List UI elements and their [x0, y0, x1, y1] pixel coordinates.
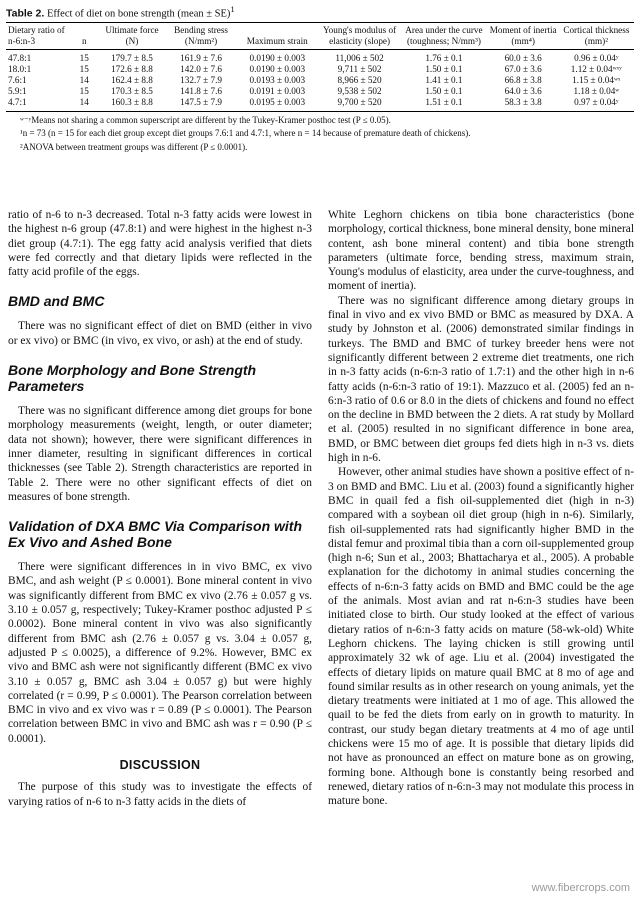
- paragraph-positive-effect: However, other animal studies have shown a positive effect of n-3 on BMD and BMC. Liu et al. (2003) found a significantly higher BMC in quail fed a fish oil-supplemented diet (high in n-3) compared with a soybean oil diet group (high in n-6). Similarly, fish oil-supplemented rats had significantly higher BMD in the distal femur and proximal tibia than a corn oil-supplemented group (high n-6; Sun et al., 2003; Bhattacharya et al., 2005). A probable explanation for the dichotomy in animal studies concerning the effects of n-6:n-3 fatty acids on BMD and BMC could be the age of the animals. Most avian and rat n-6:n-3 studies have been initiated close to birth. Our study looked at the effect of various dietary ratios of n-6:n-3 fatty acids on mature (58-wk-old) White Leghorn chickens. The laying chicken is still growing until approximately 32 wk of age. Liu et al. (2004) investigated the effects of dietary lipids on mature quail BMC at 8 mo of age and found similar results as in other research on young animals, yet the dietary treatments were initiated at 1 mo of age. This allowed the quail to be fed the diets from early on in growth to maturity. In contrast, our study began dietary treatments at 4 mo of age until chickens were 15 mo of age. It is possible that dietary lipids did not have as pronounced an effect on mature bone as on growing, forming bone. Although bone is constantly being resorbed and renewed, dietary ratios of n-6:n-3 may not modulate this process in mature bone.: [328, 466, 634, 808]
- table-row: [6, 49, 634, 64]
- table-cell: 9,538 ± 502: [337, 85, 382, 96]
- table-cell: 7.6:1: [8, 74, 27, 85]
- table-row: [6, 64, 634, 75]
- table-title-footnote-mark: 1: [230, 4, 235, 14]
- table-2: [6, 4, 634, 155]
- heading-bmd-bmc: BMD and BMC: [8, 293, 105, 310]
- table-cell: 47.8:1: [8, 52, 32, 63]
- paragraph-dxa-validation: There were significant differences in in vivo BMC, ex vivo BMC, and ash weight (P ≤ 0.0001). Bone mineral content in vivo was significantly different from BMC ex vivo (2.76 ± 0.057 g vs. 3.10 ± 0.057 g, respectively; Tukey-Kramer posthoc adjusted P ≤ 0.0002). Bone mineral content in vivo was also significantly different from BMC ash (2.76 ± 0.057 g vs. 3.04 ± 0.057 g, adjusted P ≤ 0.0025), a difference of 9.2%. However, BMC ex vivo and BMC ash were not significantly different (BMC ex vivo 3.10 ± 0.057 g, BMC ash 3.04 ± 0.057 g) but were highly correlated (r = 0.99, P ≤ 0.0001). The Pearson correlation between BMC in vivo and ex vivo was r = 0.89 (P ≤ 0.0001). The Pearson correlation between BMC in vivo and BMC ash was r = 0.90 (P ≤ 0.0001).: [8, 561, 312, 745]
- table-cell: 66.8 ± 3.8: [504, 74, 542, 85]
- table-row: [6, 97, 634, 112]
- table-cell: 147.5 ± 7.9: [167, 97, 236, 112]
- table-cell: 4.7:1: [6, 97, 71, 112]
- table-footnote: ¹n = 73 (n = 15 for each diet group except diet groups 7.6:1 and 4.7:1, where n = 14 because of premature death of chickens).: [20, 128, 471, 138]
- watermark: www.fibercrops.com: [531, 882, 630, 894]
- table-cell: 60.0 ± 3.6: [504, 52, 542, 63]
- table-cell: 161.9 ± 7.6: [180, 52, 222, 63]
- table-cell: 142.0 ± 7.6: [180, 63, 222, 74]
- table-title-text: Effect of diet on bone strength (mean ± SE): [46, 8, 231, 20]
- table-cell: 0.0190 ± 0.003: [249, 52, 306, 63]
- table-cell: 18.0:1: [8, 63, 32, 74]
- table-cell: 15: [79, 52, 89, 63]
- left-column: [8, 208, 312, 809]
- table-cell: 67.0 ± 3.6: [504, 63, 542, 74]
- paragraph-discussion-start: The purpose of this study was to investigate the effects of varying ratios of n-6 to n-3 fatty acids in the diets of: [8, 781, 312, 808]
- table-cell: 0.97 ± 0.04ʸ: [559, 97, 634, 112]
- table-cell: 132.7 ± 7.9: [180, 74, 222, 85]
- table-cell: 1.50 ± 0.1: [425, 63, 463, 74]
- heading-bone-morphology: Bone Morphology and Bone Strength Parameters: [8, 362, 257, 395]
- col-header: Moment of inertia (mm⁴): [488, 23, 559, 50]
- table-row: [6, 86, 634, 97]
- col-header: Bending stress (N/mm²): [167, 23, 236, 50]
- col-header: Maximum strain: [236, 23, 319, 50]
- table-cell: 14: [79, 74, 89, 85]
- table-cell: 14: [71, 97, 97, 112]
- table-cell: 15: [79, 63, 89, 74]
- heading-dxa-validation: Validation of DXA BMC Via Comparison with Ex Vivo and Ashed Bone: [8, 518, 303, 551]
- table-cell: 9,700 ± 520: [319, 97, 400, 112]
- table-footnote: ²ANOVA between treatment groups was different (P ≤ 0.0001).: [20, 141, 248, 152]
- table-cell: 170.3 ± 8.5: [111, 85, 153, 96]
- table-cell: 1.51 ± 0.1: [400, 97, 487, 112]
- col-header: Area under the curve (toughness; N/mm³): [400, 23, 487, 50]
- col-header: Ultimate force (N): [97, 23, 166, 50]
- paragraph-bmd-bmc: There was no significant effect of diet on BMD (either in vivo or ex vivo) or BMC (in vivo, ex vivo, or ash) at the end of study.: [8, 320, 312, 347]
- table-cell: 0.0190 ± 0.003: [249, 63, 306, 74]
- paragraph-no-difference: There was no significant difference among dietary groups in final in vivo and ex vivo BMD or BMC as measured by DXA. A study by Johnston et al. (2006) demonstrated similar findings in turkeys. The BMD and BMC of turkey breeder hens were not significantly different between 2 extreme diet treatments, one rich in n-3 fatty acids (n-6:n-3 ratio of 1.7:1) and the other high in n-6 fatty acids (n-6:n-3 ratio of 19:1). Mazzuco et al. (2005) fed an n-6:n-3 ratio of 0.6 or 8.0 in the diets of chickens and found no effect on the decline in BMD between the 2 diets. A rat study by Mollard et al. (2005) resulted in no significant difference in bone area, BMD, or BMC between diet groups fed diets high in n-3 vs. diets high in n-6.: [328, 294, 634, 465]
- col-header: n: [71, 23, 97, 50]
- table-cell: 8,966 ± 520: [337, 74, 382, 85]
- table-cell: 1.50 ± 0.1: [425, 85, 463, 96]
- table-cell: 1.76 ± 0.1: [425, 52, 463, 63]
- table-row: [6, 75, 634, 86]
- table-cell: 0.0195 ± 0.003: [236, 97, 319, 112]
- table-footnotes: [6, 115, 634, 154]
- table-cell: 9,711 ± 502: [337, 63, 382, 74]
- table-cell: 160.3 ± 8.8: [97, 97, 166, 112]
- table-label: Table 2.: [6, 7, 45, 20]
- paragraph-discussion-cont: White Leghorn chickens on tibia bone characteristics (bone morphology, cortical thickness, bone mineral density, bone mineral content, ash bone mineral content) and tibia bone strength parameters (ultimate force, bending stress, maximum strain, Young's modulus of elasticity, area under the curve-toughness, and moment of inertia).: [328, 209, 634, 293]
- paragraph-results-intro: ratio of n-6 to n-3 decreased. Total n-3 fatty acids were lowest in the highest n-6 group (47.8:1) and were highest in the highest n-3 diet group (4.7:1). The egg fatty acid analysis verified that diets were fed correctly and that dietary lipids were reflected in the fatty acid profile of the eggs.: [8, 209, 312, 279]
- table-footnote: ʷ⁻ʸMeans not sharing a common superscript are different by the Tukey-Kramer posthoc test (P ≤ 0.05).: [20, 114, 391, 125]
- table-cell: 162.4 ± 8.8: [111, 74, 153, 85]
- table-title: [6, 4, 634, 20]
- paragraph-bone-morphology: There was no significant difference among diet groups for bone morphology measurements (weight, length, or outer diameter; data not shown); however, there were significant differences in inner diameter, resulting in significant differences in cortical thicknesses (see Table 2). Strength characteristics are reported in Table 2. There were no other significant effects of diet on measures of bone strength.: [8, 405, 312, 503]
- table-cell: 0.0191 ± 0.003: [249, 85, 306, 96]
- col-header: Young's modulus of elasticity (slope): [319, 23, 400, 50]
- table-cell: 1.41 ± 0.1: [425, 74, 463, 85]
- table-cell: 5.9:1: [8, 85, 27, 96]
- table-cell: 1.18 ± 0.04ʷ: [573, 85, 620, 96]
- table-cell: 0.0193 ± 0.003: [249, 74, 306, 85]
- table-cell: 1.12 ± 0.04ʷˣʸ: [570, 63, 622, 74]
- table-header-row: [6, 23, 634, 50]
- col-header: Dietary ratio of n-6:n-3: [6, 23, 71, 50]
- table-cell: 172.6 ± 8.8: [111, 63, 153, 74]
- table-cell: 0.96 ± 0.04ʸ: [574, 52, 619, 63]
- table-cell: 58.3 ± 3.8: [488, 97, 559, 112]
- table-cell: 15: [79, 85, 89, 96]
- table-cell: 1.15 ± 0.04ʷˣ: [572, 74, 621, 85]
- table-cell: 141.8 ± 7.6: [180, 85, 222, 96]
- table-cell: 64.0 ± 3.6: [504, 85, 542, 96]
- heading-discussion: DISCUSSION: [119, 758, 201, 773]
- col-header: Cortical thickness (mm)²: [559, 23, 634, 50]
- right-column: [328, 208, 634, 808]
- table-cell: 179.7 ± 8.5: [111, 52, 153, 63]
- bone-strength-table: [6, 23, 634, 112]
- table-cell: 11,006 ± 502: [335, 52, 384, 63]
